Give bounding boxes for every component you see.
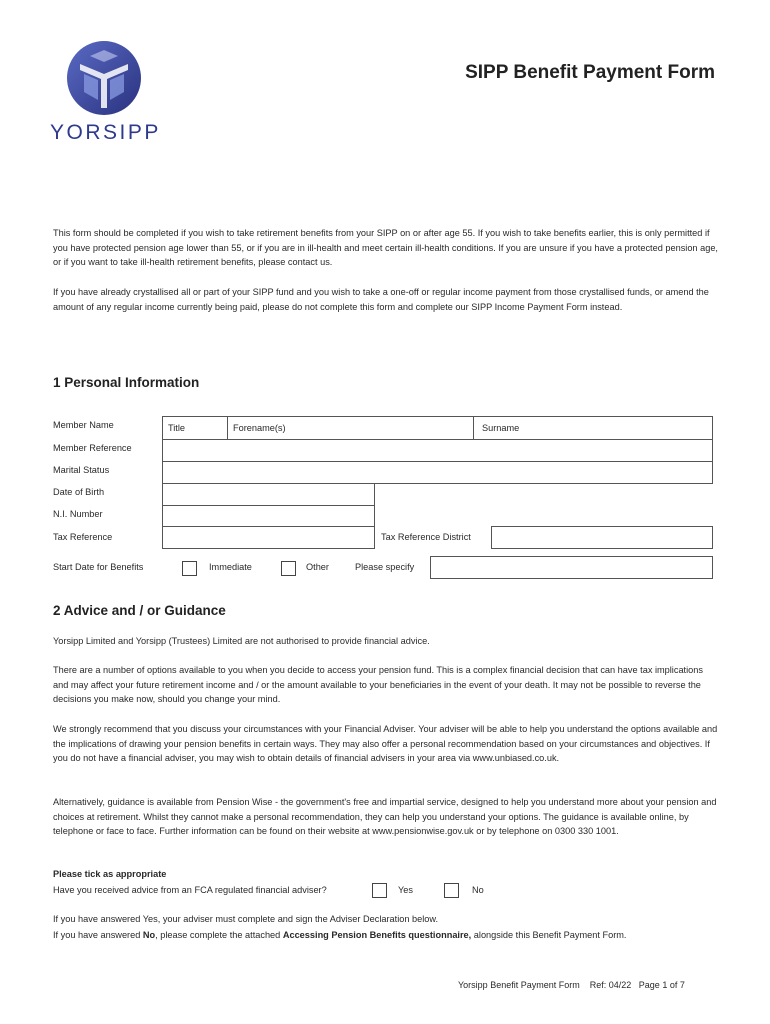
start-date-label: Start Date for Benefits — [53, 562, 144, 572]
advice-yes-label: Yes — [398, 885, 413, 895]
questionnaire-link-text: Accessing Pension Benefits questionnaire, — [282, 930, 472, 940]
marital-status-field[interactable] — [162, 461, 713, 484]
date-of-birth-field[interactable] — [162, 483, 375, 506]
advice-no-checkbox[interactable] — [444, 883, 459, 898]
ni-number-label: N.I. Number — [53, 509, 103, 519]
no-instruction — [53, 930, 626, 940]
member-reference-label: Member Reference — [53, 443, 132, 453]
advice-paragraph-4: Alternatively, guidance is available from Pension Wise - the government's free and impartial service, designed to help you understand more about your pension and choices at retirement. Whilst they cannot make a personal recommendation, they can help you understand your options. The guidance is available online, by telephone or face to face. Further information can be found on their website at www.pensionwise.gov.uk or by telephone on 0300 330 1001. — [53, 797, 717, 837]
please-specify-field[interactable] — [430, 556, 713, 579]
section-2-heading: 2 Advice and / or Guidance — [53, 603, 226, 618]
advice-paragraph-2: There are a number of options available to you when you decide to access your pension fund. This is a complex financial decision that can have tax implications and may affect your future retirement income and / or the amount available to your beneficiaries in the event of your death. It may not be possible to reverse the decisions you make now, should you change your mind. — [53, 665, 703, 705]
tax-reference-district-field[interactable] — [491, 526, 713, 549]
page-footer — [458, 980, 685, 990]
footer-form-name: Yorsipp Benefit Payment Form — [458, 980, 580, 990]
ni-number-field[interactable] — [162, 505, 375, 527]
immediate-checkbox[interactable] — [182, 561, 197, 576]
please-specify-label: Please specify — [355, 562, 415, 572]
advice-paragraph-3: We strongly recommend that you discuss your circumstances with your Financial Adviser. Your adviser will be able to help you understand the options available and the implications of drawing your pension benefits in certain ways. They may also offer a personal recommendation based on your circumstances and objectives. If you do not have a financial adviser, you may wish to obtain details of financial advisers in your area via www.unbiased.co.uk. — [53, 724, 718, 764]
member-reference-field[interactable] — [162, 439, 713, 462]
advice-question: Have you received advice from an FCA regulated financial adviser? — [53, 885, 327, 895]
advice-yes-checkbox[interactable] — [372, 883, 387, 898]
yorsipp-logo — [50, 40, 161, 144]
yes-instruction: If you have answered Yes, your adviser must complete and sign the Adviser Declaration below. — [53, 914, 439, 924]
section-1-heading: 1 Personal Information — [53, 375, 200, 390]
tick-heading: Please tick as appropriate — [53, 869, 167, 879]
title-field[interactable] — [162, 416, 228, 440]
footer-ref: Ref: 04/22 — [589, 980, 632, 990]
no-instruction-part-c: , please complete the attached — [155, 930, 283, 940]
logo-wordmark: YORSIPP — [50, 121, 161, 144]
member-name-row — [162, 416, 713, 440]
tax-reference-label: Tax Reference — [53, 532, 113, 542]
no-instruction-no: No — [142, 930, 156, 940]
logo-emblem-icon — [66, 40, 142, 116]
no-instruction-part-a: If you have answered — [53, 930, 143, 940]
other-checkbox[interactable] — [281, 561, 296, 576]
intro-paragraph-1: This form should be completed if you wish to take retirement benefits from your SIPP on or after age 55. If you wish to take benefits earlier, this is only permitted if you have protected pension age lower than 55, or if you are in ill-health and meet certain ill-health conditions. If you are unsure if you have a protected pension age, or if you want to take ill-health retirement benefits, please contact us. — [53, 228, 718, 268]
other-label: Other — [306, 562, 329, 572]
title-column-label: Title — [168, 423, 186, 433]
member-name-label: Member Name — [53, 420, 114, 430]
forename-field[interactable] — [227, 416, 474, 440]
surname-field[interactable] — [473, 416, 713, 440]
date-of-birth-label: Date of Birth — [53, 487, 105, 497]
advice-no-label: No — [472, 885, 484, 895]
marital-status-label: Marital Status — [53, 465, 110, 475]
footer-page-number: Page 1 of 7 — [638, 980, 685, 990]
advice-paragraph-1: Yorsipp Limited and Yorsipp (Trustees) Limited are not authorised to provide financial advice. — [53, 636, 430, 646]
tax-reference-district-label: Tax Reference District — [381, 532, 471, 542]
forename-column-label: Forename(s) — [233, 423, 286, 433]
tax-reference-field[interactable] — [162, 526, 375, 549]
immediate-label: Immediate — [209, 562, 252, 572]
surname-column-label: Surname — [482, 423, 520, 433]
intro-paragraph-2: If you have already crystallised all or part of your SIPP fund and you wish to take a one-off or regular income payment from those crystallised funds, or amend the amount of any regular income currently being paid, please do not complete this form and complete our SIPP Income Payment Form instead. — [53, 287, 709, 312]
no-instruction-part-e: alongside this Benefit Payment Form. — [471, 930, 627, 940]
form-title: SIPP Benefit Payment Form — [465, 62, 715, 83]
